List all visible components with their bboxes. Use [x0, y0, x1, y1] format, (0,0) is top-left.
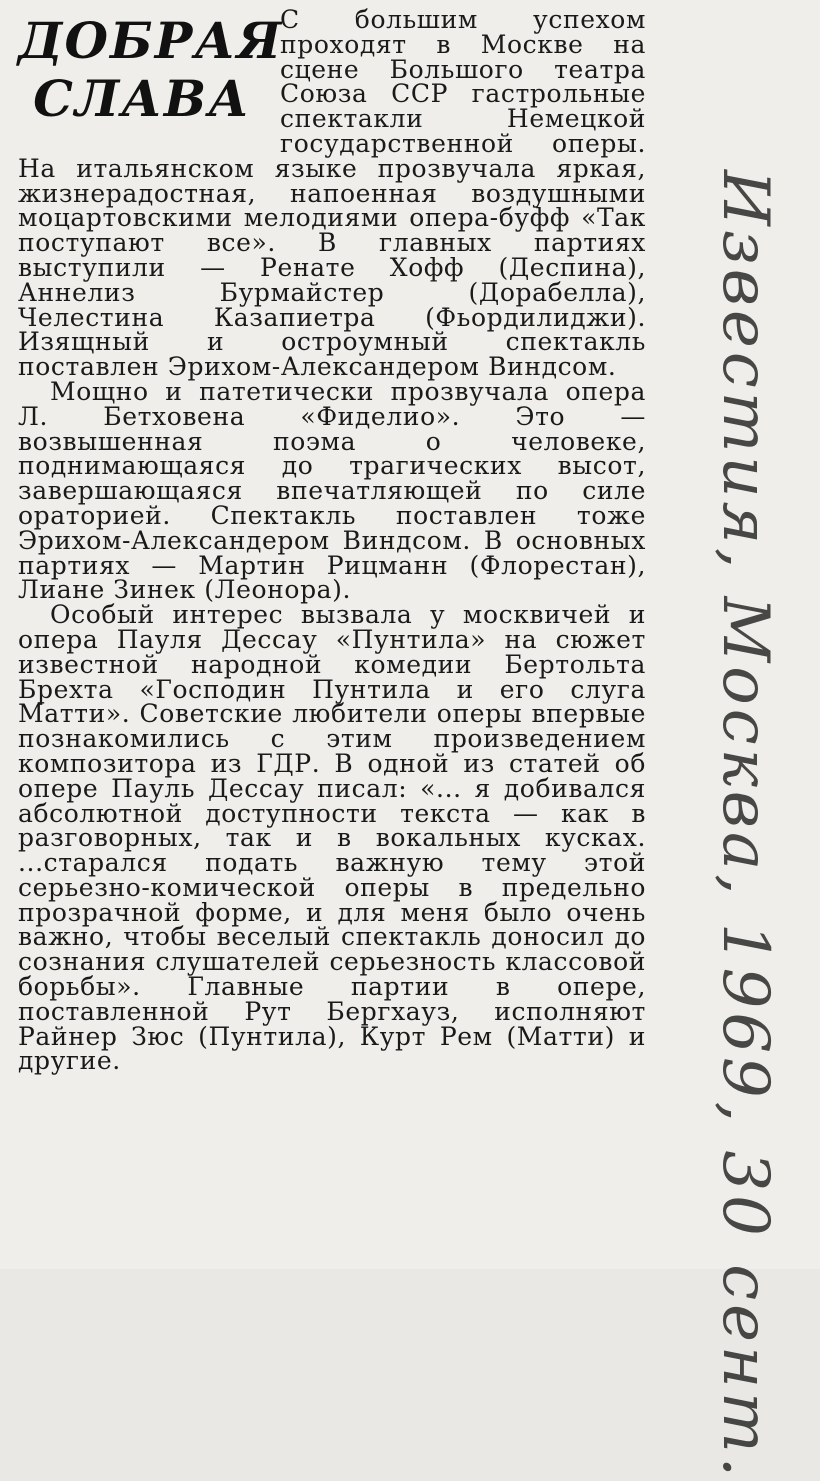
article-paragraph-1: С большим успехом проходят в Москве на сцене Большого театра Союза ССР гастрольные спектакли Немецкой государственной оперы. На итальянском языке прозвучала яркая, жизнерадостная, напоенная воздушными моцартовскими мелодиями опера-буфф «Так поступают все». В главных партиях выступили — Ренате Хофф (Деспина), Аннелиз Бурмайстер (Дорабелла), Челестина Казапиетра (Фьордилиджи). Изящный и остроумный спектакль поставлен Эрихом-Александером Виндсом.: [18, 5, 646, 382]
article-column: [18, 5, 646, 1076]
title-line-2: СЛАВА: [33, 69, 251, 128]
title-line-1: ДОБРАЯ: [18, 11, 284, 70]
article-title: [18, 11, 284, 128]
handwritten-source-note: Известия, Москва, 1969, 30 сент.: [708, 170, 782, 1481]
article-paragraph-3: Особый интерес вызвала у москвичей и опера Пауля Дессау «Пунтила» на сюжет известной народной комедии Бертольта Брехта «Господин Пунтила и его слуга Матти». Советские любители оперы впервые познакомились с этим произведением композитора из ГДР. В одной из статей об опере Пауль Дессау писал: «... я добивался абсолютной доступности текста — как в разговорных, так и в вокальных кусках. ...старался подать важную тему этой серьезно-комической оперы в предельно прозрачной форме, и для меня было очень важно, чтобы веселый спектакль доносил до сознания слушателей серьезность классовой борьбы». Главные партии в опере, поставленной Рут Бергхауз, исполняют Райнер Зюс (Пунтила), Курт Рем (Матти) и другие.: [18, 600, 646, 1076]
article-paragraph-2: Мощно и патетически прозвучала опера Л. Бетховена «Фиделио». Это — возвышенная поэма о человеке, поднимающаяся до трагических высот, завершающаяся впечатляющей по силе ораторией. Спектакль поставлен тоже Эрихом-Александером Виндсом. В основных партиях — Мартин Рицманн (Флорестан), Лиане Зинек (Леонора).: [18, 376, 646, 605]
